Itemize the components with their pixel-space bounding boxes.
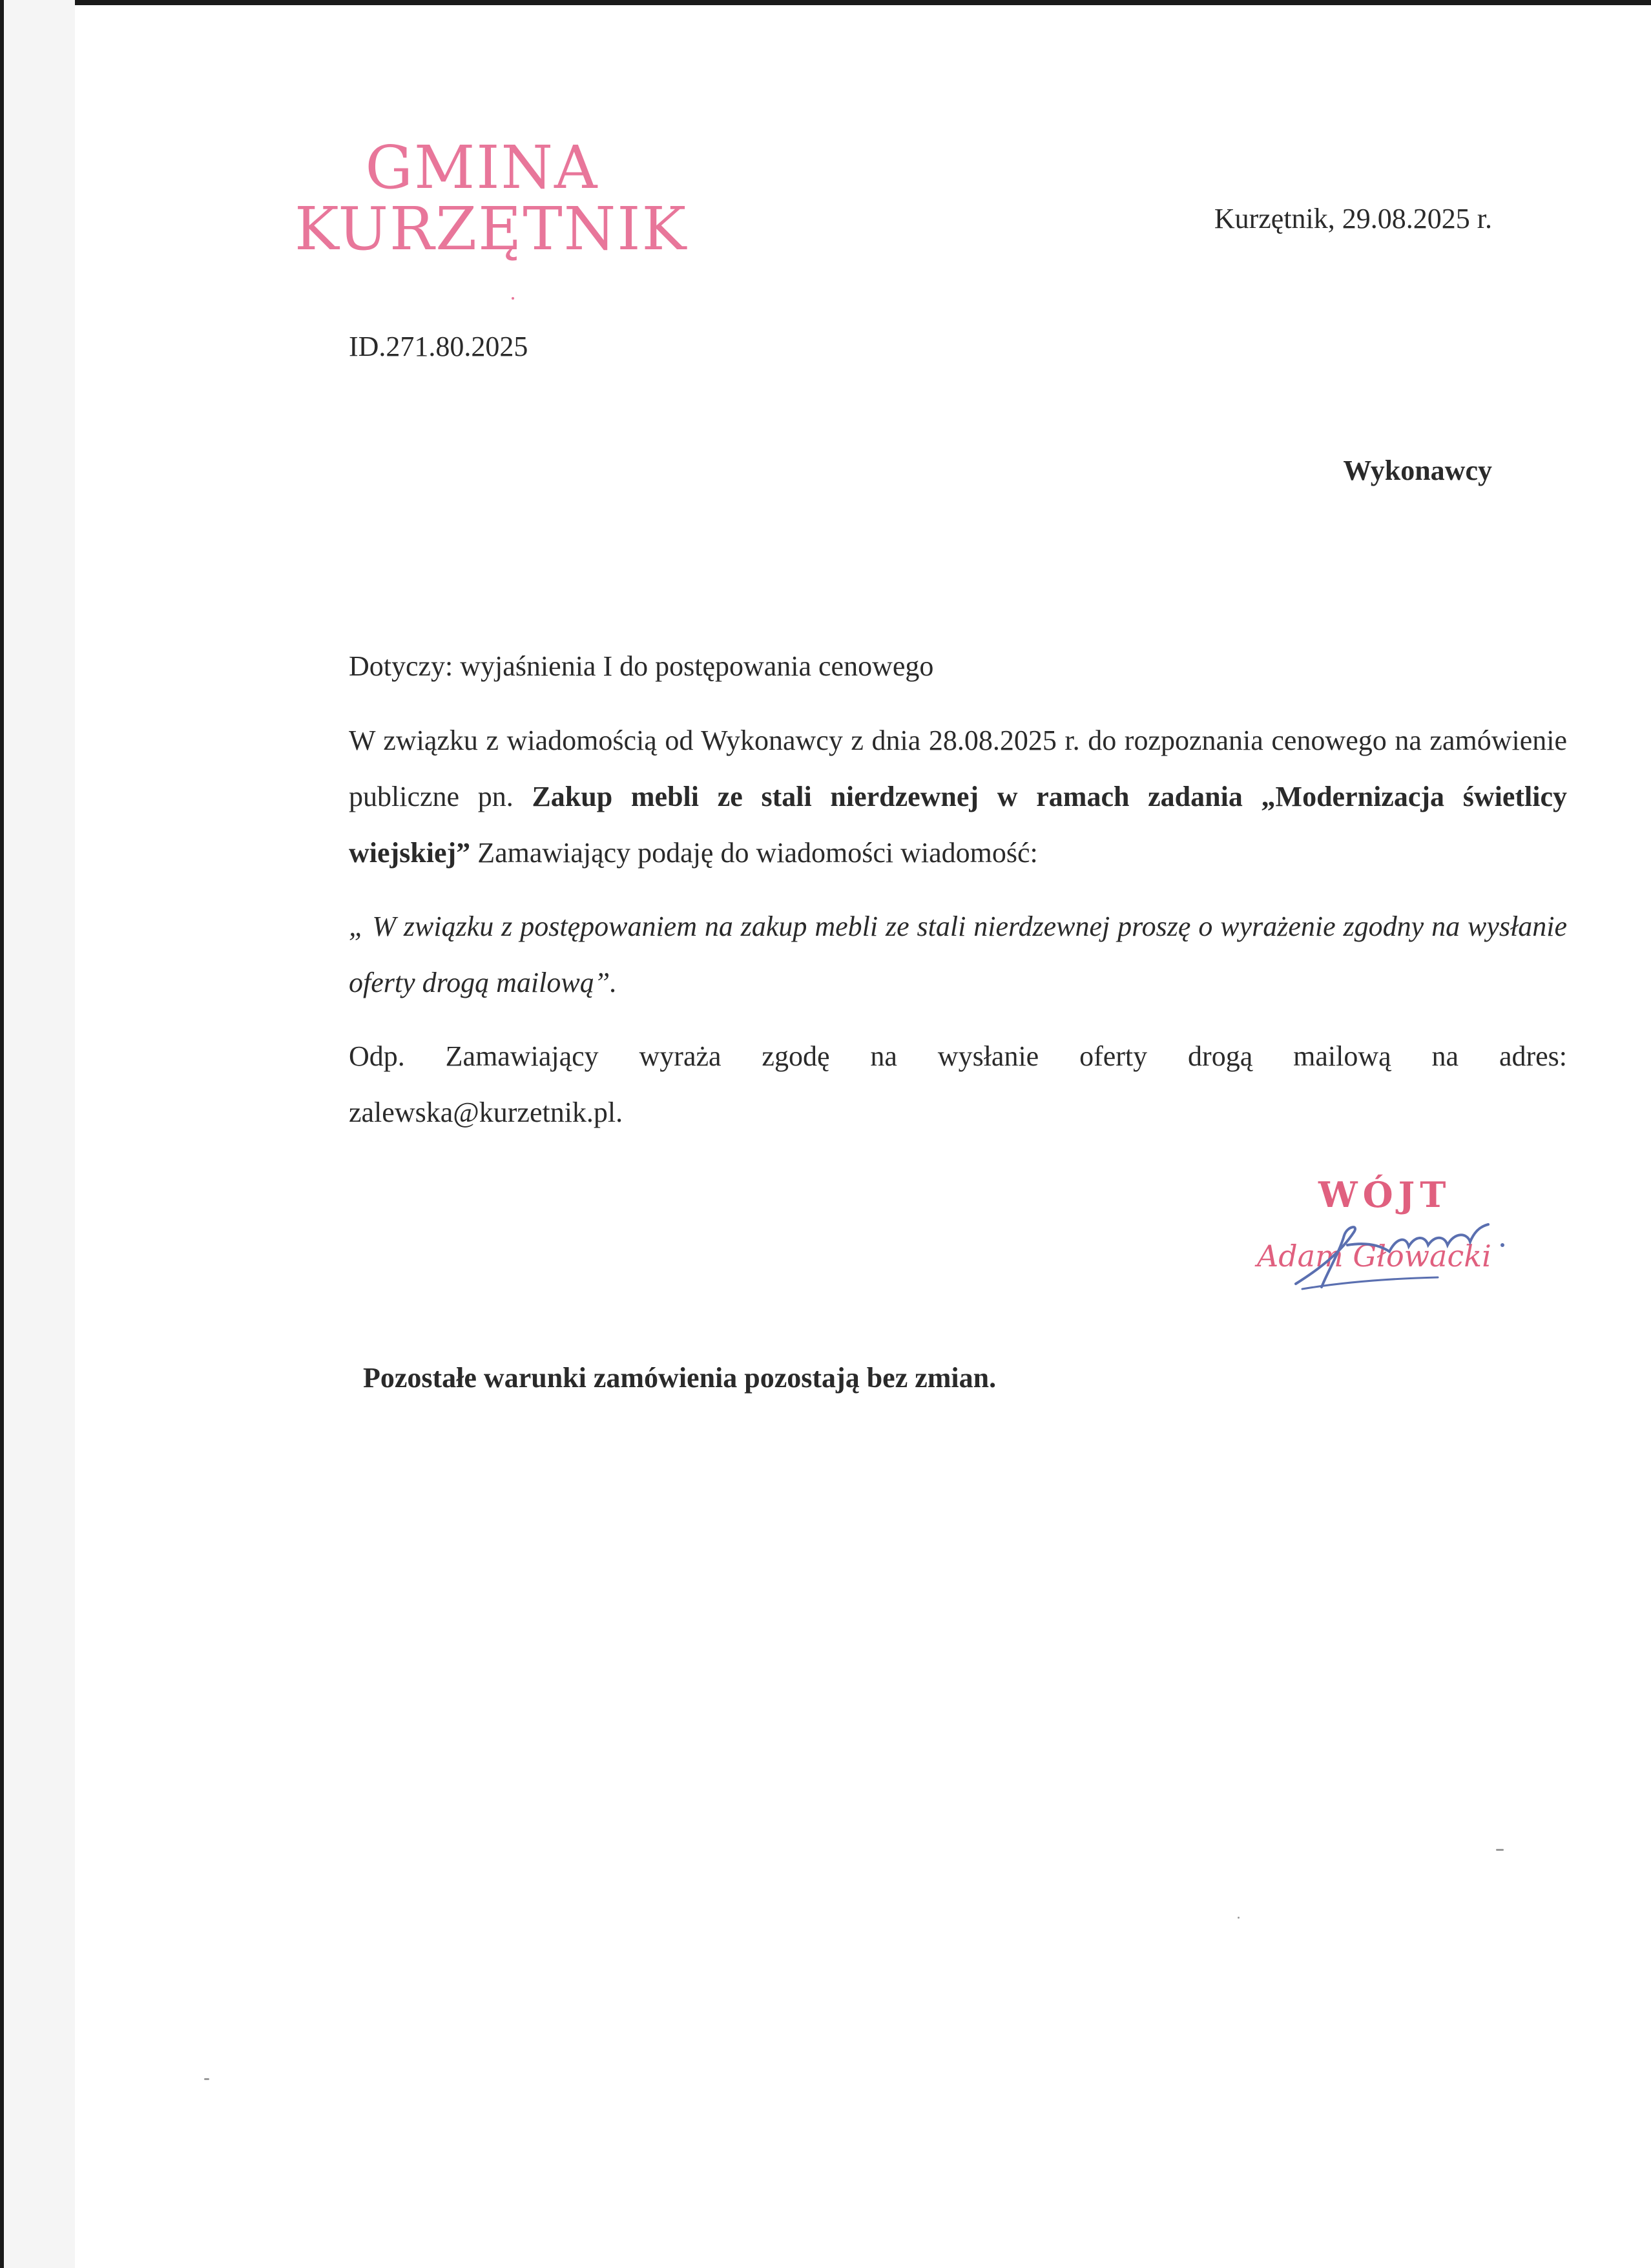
scan-speck [1496,1849,1504,1851]
stamp-speck [512,297,514,300]
answer-line-1: Odp. Zamawiający wyraża zgodę na wysłanie oferty drogą mailową na adres: [349,1040,1567,1072]
scan-speck [204,2078,209,2080]
paragraph-intro [349,712,1567,881]
letter-date: Kurzętnik, 29.08.2025 r. [1214,203,1492,234]
letter-page [75,5,1651,2268]
scan-border-top [0,0,1651,5]
municipality-stamp [295,133,688,263]
signature-stamp [1231,1168,1528,1303]
contract-name: Zakup mebli ze stali nierdzewnej w ramach zadania „Modernizacja świetlicy wiejskiej” [349,781,1567,869]
signature-title: WÓJT [1318,1174,1451,1215]
handwritten-signature [1283,1206,1515,1303]
signatory-name: Adam Głowacki [1257,1239,1491,1273]
footer-note: Pozostałe warunki zamówienia pozostają bez zmian. [363,1362,997,1394]
scan-speck [1238,1917,1240,1919]
answer-paragraph [349,1028,1567,1140]
letter-body [349,638,1567,1140]
quoted-question: „ W związku z postępowaniem na zakup mebli ze stali nierdzewnej proszę o wyrażenie zgodny na wysłanie oferty drogą mailową”. [349,911,1567,998]
reference-number: ID.271.80.2025 [349,331,528,362]
intro-text-1: W związku z wiadomością od Wykonawcy z dnia 28.08.2025 r. do rozpoznania cenowego na zamówienie publiczne pn. [349,725,1567,812]
recipient: Wykonawcy [1343,455,1492,486]
stamp-line-1: GMINA [365,133,599,202]
subject-line: Dotyczy: wyjaśnienia I do postępowania cenowego [349,650,934,682]
email-address: zalewska@kurzetnik.pl. [349,1097,623,1128]
intro-text-2: Zamawiający podaję do wiadomości wiadomość: [470,837,1038,869]
stamp-line-2: KURZĘTNIK [295,194,688,263]
scan-margin-left [4,0,75,2268]
